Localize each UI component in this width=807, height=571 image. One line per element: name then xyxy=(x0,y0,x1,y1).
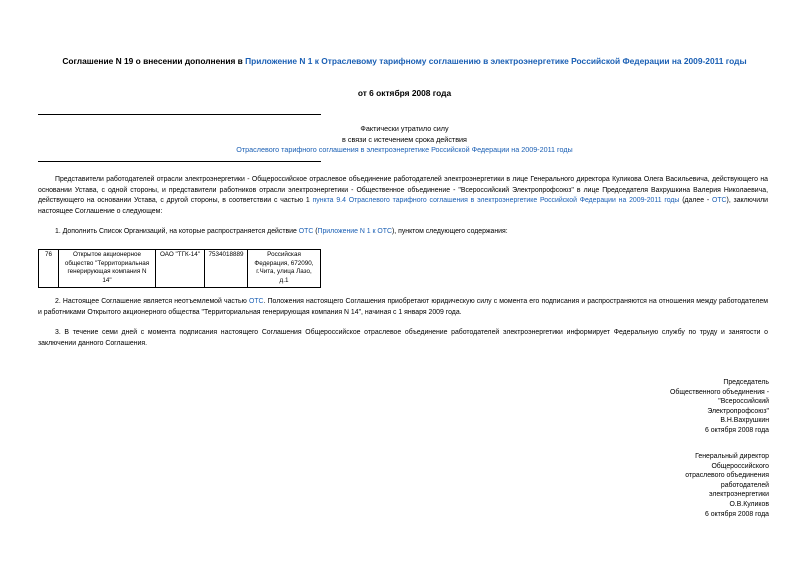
sig1-line-2: Общественного объединения - xyxy=(670,388,769,396)
item1-ots-link[interactable]: ОТС xyxy=(298,228,314,235)
sig2-line-3: отраслевого объединения xyxy=(685,472,769,480)
sig2-line-2: Общероссийского xyxy=(711,462,769,470)
item2-text-1: 2. Настоящее Соглашение является неотъемлемой частью xyxy=(55,298,249,305)
item2-text-2: . Положения настоящего Соглашения приобретают юридическую силу с момента его подписания и распространяются на отношения между работодателем и работниками Открытого акционерного общества "Территориальная генерирующая компания N 14", начиная с 1 января 2009 года. xyxy=(38,298,768,316)
signature-block-employers xyxy=(609,452,769,519)
intro-paragraph xyxy=(38,175,768,217)
notice-agreement-link[interactable]: Отраслевого тарифного соглашения в электроэнергетике Российской Федерации на 2009-2011 годы xyxy=(236,145,573,154)
notice-line-1: Фактически утратило силу xyxy=(360,124,449,133)
notice-line-2: в связи с истечением срока действия xyxy=(342,134,467,144)
sig2-line-6: О.В.Куликов xyxy=(729,500,769,508)
item-1-paragraph xyxy=(38,227,768,238)
table-row xyxy=(39,250,321,288)
item-3-paragraph: 3. В течение семи дней с момента подписания настоящего Соглашения Общероссийское отраслевое объединение работодателей электроэнергетики информирует Федеральную службу по труду и занятости о заключении данного Соглашения. xyxy=(38,329,768,347)
sig1-line-4: Электропрофсоюз" xyxy=(707,407,769,415)
signature-block-trade-union xyxy=(609,378,769,436)
sig2-line-7: 6 октября 2008 года xyxy=(704,510,769,518)
sig2-line-4: работодателей xyxy=(720,481,769,489)
sig2-line-1: Генеральный директор xyxy=(695,453,769,460)
cell-org-name: Открытое акционерное общество "Территориальная генерирующая компания N 14" xyxy=(59,250,156,288)
document-date: от 6 октября 2008 года xyxy=(357,88,452,98)
intro-text-3: ), заключили настоящее Соглашение о следующем: xyxy=(38,197,768,215)
organizations-table xyxy=(38,249,321,288)
intro-clause-link[interactable]: пункта 9.4 Отраслевого тарифного соглашения в электроэнергетике Российской Федерации на 2009-2011 годы xyxy=(312,197,680,204)
document-title xyxy=(38,55,771,67)
divider-top xyxy=(38,114,321,115)
cell-short-name: ОАО "ТГК-14" xyxy=(156,250,205,288)
validity-notice xyxy=(38,124,771,156)
intro-text-2: (далее - xyxy=(679,197,712,204)
title-appendix-link[interactable]: Приложение N 1 к Отраслевому тарифному соглашению в электроэнергетике Российской Федерации на 2009-2011 годы xyxy=(245,56,747,66)
sig1-line-3: "Всероссийский xyxy=(718,398,769,406)
cell-inn: 7534018889 xyxy=(205,250,248,288)
divider-bottom xyxy=(38,161,321,162)
intro-text-1: Представители работодателей отрасли электроэнергетики - Общероссийское отраслевое объединение работодателей электроэнергетики в лице Генерального директора Куликова Олега Васильевича, действующего на основании Устава, с одной стороны, и представители работников отрасли электроэнергетики - Общественное объединение - "Всероссийский Электропрофсоюз" в лице Председателя Вахрушкина Валерия Николаевича, действующего на основании Устава, с другой стороны, в соответствии с частью 1 xyxy=(38,176,768,204)
item2-ots-link[interactable]: ОТС xyxy=(248,298,264,305)
title-prefix: Соглашение N 19 о внесении дополнения в xyxy=(62,56,246,66)
sig1-line-5: В.Н.Вахрушкин xyxy=(720,417,769,425)
cell-address: Российская Федерация, 672090, г.Чита, улица Лазо, д.1 xyxy=(248,250,321,288)
item1-appendix-link[interactable]: Приложение N 1 к ОТС xyxy=(317,228,392,235)
sig1-line-6: 6 октября 2008 года xyxy=(704,426,769,434)
item1-text-1: 1. Дополнить Список Организаций, на которые распространяется действие xyxy=(55,228,299,235)
item1-text-2: ( xyxy=(313,228,318,235)
cell-number: 76 xyxy=(39,250,59,288)
item1-text-3: ), пунктом следующего содержания: xyxy=(391,228,508,235)
intro-ots-link[interactable]: ОТС xyxy=(711,197,727,204)
sig1-line-1: Председатель xyxy=(723,379,769,386)
item-2-paragraph xyxy=(38,297,768,318)
sig2-line-5: электроэнергетики xyxy=(709,491,769,499)
